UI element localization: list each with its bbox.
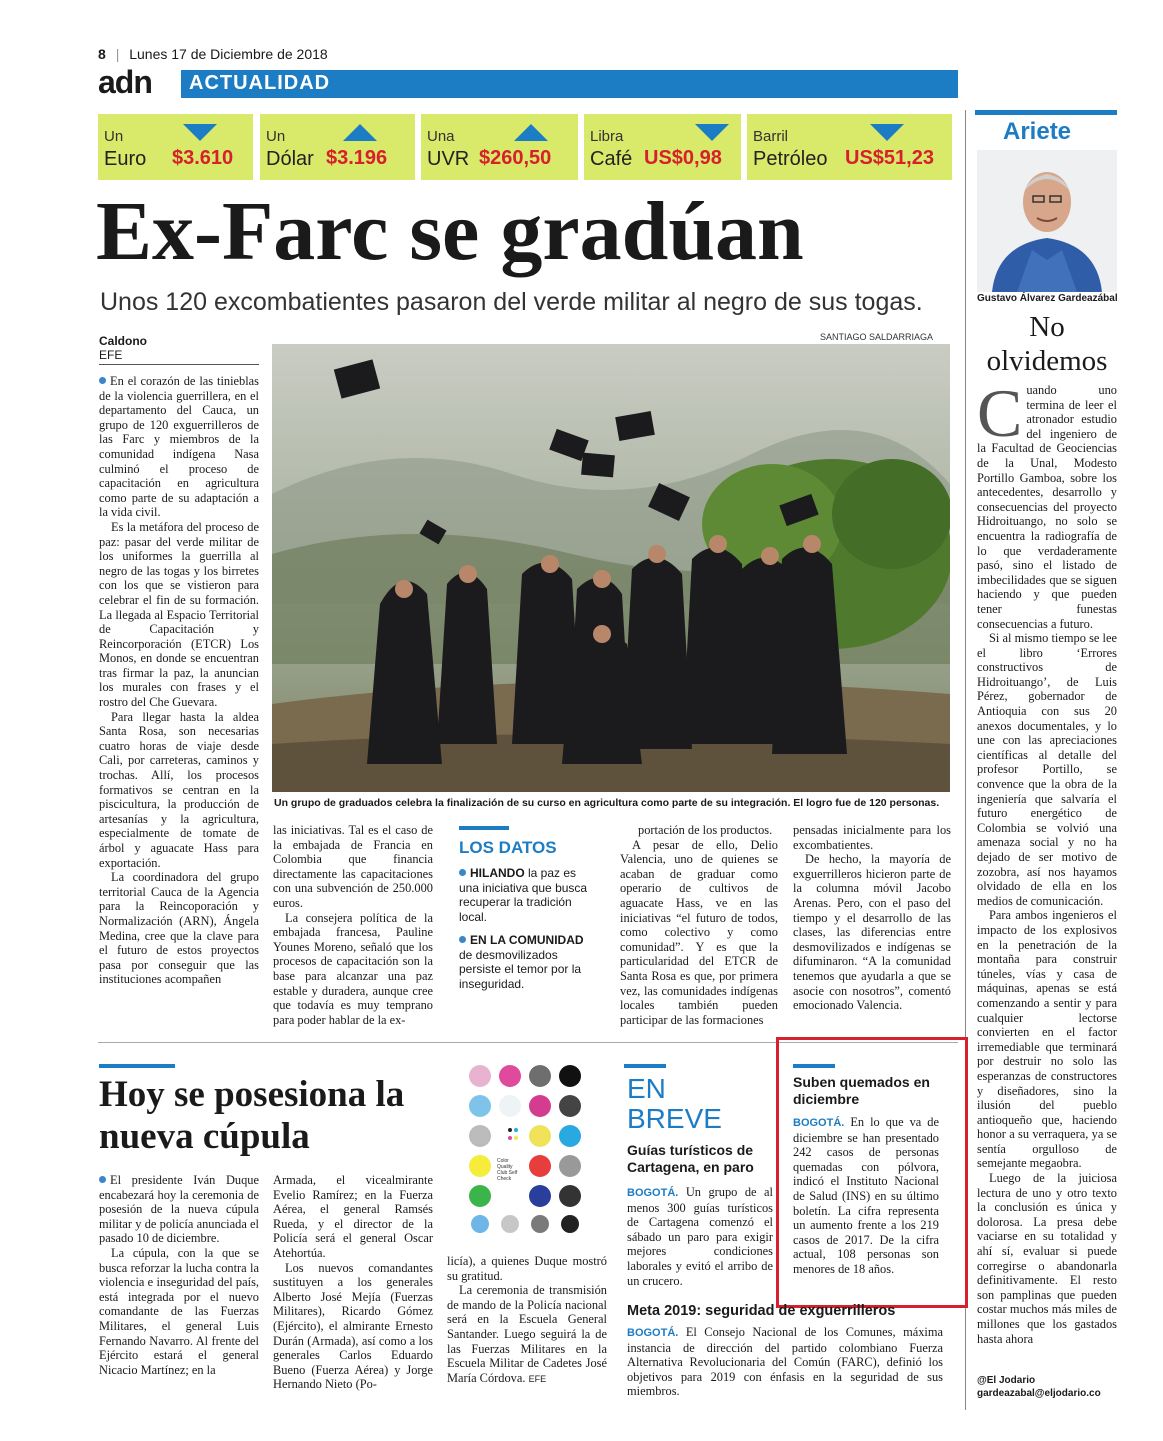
brand-logo: adn xyxy=(98,64,152,100)
indicator-dlar xyxy=(260,114,415,180)
cupula-headline: Hoy se posesiona la nueva cúpula xyxy=(99,1074,405,1157)
indicator-value: US$51,23 xyxy=(845,147,934,169)
main-col1-p3: Para llegar hasta la aldea Santa Rosa, son necesarias cuatro horas de viaje desde Cali, por carreteras, caminos y trochas. Allí, los procesos formativos se centran en la piscicultura, la producción de artesanías y la agricultura, especialmente de tomate de árbol y aguacate Hass para exportación. xyxy=(99,709,259,870)
cupula-col2-p1: Armada, el vicealmirante Evelio Ramírez; en la Fuerza Aérea, el general Ramsés Rueda, y el director de la Policía será el general Oscar Atehortúa. xyxy=(273,1173,433,1260)
box-body xyxy=(793,1115,939,1277)
box-place: BOGOTÁ. xyxy=(793,1117,845,1129)
datos-text-1: la paz es una iniciativa que busca recuperar la tradición local. xyxy=(459,866,588,924)
main-col1-p1: En el corazón de las tinieblas de la violencia guerrillera, en el departamento del Cauca, un grupo de 120 exguerrilleros de las Farc y miembros de la comunidad indígena Nasa culminó el proceso de capacitación en agricultura como parte de su adaptación a la vida civil. xyxy=(99,374,259,520)
column-title: No olvidemos xyxy=(986,311,1108,377)
main-col1-p4: La coordinadora del grupo territorial Cauca de la Agencia para la Reincoporación y Normalización (ARN), Ángela Medina, cree que la clave para el futuro de estos proyectos pasa por conseguir que las instituciones acompañen xyxy=(99,870,259,987)
main-col3-p2: A pesar de ello, Delio Valencia, uno de quienes se acaban de graduar como operario de cultivos de aguacate Hass, ve en las iniciativas “el futuro de todos, como colectivo y como comunidad”. Y es que la particularidad del ETCR de Santa Rosa es que, por primera vez, las comunidades indígenas locales también pueden participar de las formaciones xyxy=(620,837,778,1027)
author-photo xyxy=(977,150,1117,292)
main-subheadline: Unos 120 excombatientes pasaron del verde militar al negro de sus togas. xyxy=(100,288,923,316)
column-author: Gustavo Álvarez Gardeazábal xyxy=(977,293,1118,304)
main-col3-p1: portación de los productos. xyxy=(638,823,773,837)
datos-box xyxy=(459,866,597,1000)
column-body xyxy=(977,375,1117,1346)
page-header: 8 | Lunes 17 de Diciembre de 2018 xyxy=(98,46,328,62)
indicator-unit: Un xyxy=(266,128,286,145)
breve-title-line1: EN xyxy=(627,1073,666,1104)
indicator-caf xyxy=(584,114,741,180)
main-col1-p2: Es la metáfora del proceso de paz: pasar del verde militar de los uniformes la guerrilla al negro de las togas y los birretes con los que se vistieron para celebrar el fin de su formación. La llegada al Espacio Territorial de Capacitación y Reincorporación (ETCR) Los Monos, en donde se encuentran tras firmar la paz, la anuncian los murales con frases y el rostro del Che Guevara. xyxy=(99,519,259,710)
issue-date: Lunes 17 de Diciembre de 2018 xyxy=(129,46,328,62)
column-email: gardeazabal@eljodario.co xyxy=(977,1388,1101,1399)
column-p3: Para ambos ingenieros el impacto de los explosivos en la penetración de la montaña para construir túneles, vías y casa de máquinas, apenas se está comenzando a sentir y para cualquier lectorse convierten en el factor irremediable que terminará por destruir no solo las esperanzas de constructores y diseñadores, sino la ilusión del pueblo antioqueño que, haciendo honor a su verraquera, ya se sentía orgulloso de semejante megaobra. xyxy=(977,908,1117,1171)
main-col2-p2: La consejera política de la embajada francesa, Pauline Younes Moreno, señaló que los procesos de capacitación son la base para alcanzar una paz estable y duradera, aunque cree que todavía es muy temprano para poder hablar de la ex- xyxy=(273,910,433,1027)
main-article-col2 xyxy=(273,823,433,1027)
indicator-petrleo xyxy=(747,114,952,180)
datos-lead-2: EN LA COMUNIDAD xyxy=(470,933,584,947)
breve-item1-text: Un grupo de al menos 300 guías turísticos de Cartagena comenzó el sábado un paro para exigir mejores condiciones laborales y evitó el arribo de un crucero. xyxy=(627,1185,773,1288)
cupula-col2-p2: Los nuevos comandantes sustituyen a los generales Alberto José Mejía (Fuerzas Militares), Ricardo Gómez (Ejército), el almirante Ernesto Durán (Armada), así como a los generales Carlos Eduardo Bueno (Fuerza Aérea) y Jorge Hernando Nieto (Po- xyxy=(273,1260,433,1392)
main-col4-p1: pensadas inicialmente para los excombatientes. xyxy=(793,823,951,852)
bullet-dot-icon xyxy=(99,1176,106,1183)
breve-title xyxy=(627,1074,722,1134)
indicator-unit: Un xyxy=(104,128,124,145)
column-p2: Si al mismo tiempo se lee el libro ‘Errores constructivos de Hidroituango’, de Luis Pérez, gobernador de Antioquia con sus 20 anexos documentales, y lo une con las apreciaciones científicas al detalle del profesor Portillo, se convence que la obra de la ingeniería que salvaría el futuro energético de Colombia se volvió una amenaza social y no ha dejado de ser motivo de zozobra, así nos hayamos olvidado de ella en los medios de comunicación. xyxy=(977,631,1117,908)
cupula-col1 xyxy=(99,1173,259,1377)
cupula-col3-p2: La ceremonia de transmisión de mando de la Policía nacional será en la Escuela General Santander. Luego seguirá la de las Fuerzas Militares en la Escuela Militar de Cadetes José María Córdova. xyxy=(447,1283,607,1385)
datos-text-2: de desmovilizados persiste el temor por la inseguridad. xyxy=(459,947,582,991)
indicator-name: Euro xyxy=(104,148,147,170)
graduation-photo xyxy=(272,344,950,792)
indicator-unit: Barril xyxy=(753,128,789,145)
photo-caption: Un grupo de graduados celebra la finalización de su curso en agricultura como parte de su integración. El logro fue de 120 personas. xyxy=(274,797,940,809)
cupula-col1-p1: El presidente Iván Duque encabezará hoy la ceremonia de posesión de la nueva cúpula militar y de policía anunciada el pasado 10 de diciembre. xyxy=(99,1173,259,1246)
box-text: En lo que va de diciembre se han presentado 242 casos de personas quemadas con pólvora, indicó el Instituto Nacional de Salud (INS) en su último boletín. La cifra representa un aumento frente a los 219 casos de 2017. De la cifra actual, 108 personas son menores de 18 años. xyxy=(793,1115,939,1276)
main-col2-p1: las iniciativas. Tal es el caso de la embajada de Francia en Colombia que financia directamente las capacitaciones con una subvención de 250.000 euros. xyxy=(273,823,433,910)
meta-text: El Consejo Nacional de los Comunes, máxima instancia de dirección del partido colombiano Fuerza Alternativa Revolucionaria del Común (FARC), definió los objetivos para 2019 con énfasis en la seguridad de sus miembros. xyxy=(627,1325,943,1399)
arrow-down-icon xyxy=(870,124,904,141)
main-article-col1 xyxy=(99,374,259,987)
breve-item1-title: Guías turísticos de Cartagena, en paro xyxy=(627,1142,754,1175)
arrow-down-icon xyxy=(695,124,729,141)
main-headline: Ex-Farc se gradúan xyxy=(96,185,804,278)
datos-title: LOS DATOS xyxy=(459,838,557,857)
indicator-value: US$0,98 xyxy=(644,147,722,169)
cupula-col3-p1: licía), a quienes Duque mostró su gratitud. xyxy=(447,1254,607,1283)
meta-title: Meta 2019: seguridad de exguerrilleros xyxy=(627,1303,896,1319)
bullet-dot-icon xyxy=(99,377,106,384)
indicator-name: Café xyxy=(590,148,633,170)
bullet-dot-icon xyxy=(459,936,466,943)
column-lead: uando uno termina de leer el atronador estudio del ingeniero de la Facultad de Geociencias de la Unal, Modesto Portillo Gamboa, sobre los antecedentes, desarrollo y consecuencias del proyecto Hidroituango, no solo se encuentra la radiografía de lo que verdaderamente pasó, sino el listado de imbecilidades que se siguen haciendo y que pueden tener funestas consecuencias a futuro. xyxy=(977,383,1117,631)
cupula-col2 xyxy=(273,1173,433,1392)
breve-title-line2: BREVE xyxy=(627,1103,722,1134)
indicator-value: $260,50 xyxy=(479,147,552,169)
indicator-value: $3.610 xyxy=(172,147,234,169)
datos-lead-1: HILANDO xyxy=(470,866,525,880)
page-number: 8 xyxy=(98,46,106,62)
arrow-up-icon xyxy=(343,124,377,141)
indicator-euro xyxy=(98,114,253,180)
agency: EFE xyxy=(99,348,123,362)
main-article-col4 xyxy=(793,823,951,1013)
indicator-name: Petróleo xyxy=(753,148,828,170)
cupula-col3 xyxy=(447,1254,607,1386)
indicator-name: UVR xyxy=(427,148,470,170)
meta-body xyxy=(627,1325,943,1399)
arrow-down-icon xyxy=(183,124,217,141)
section-label-text: ACTUALIDAD xyxy=(189,72,331,94)
section-label xyxy=(181,70,958,98)
bullet-dot-icon xyxy=(459,869,466,876)
photo-credit: SANTIAGO SALDARRIAGA xyxy=(820,332,934,342)
column-handle: @El Jodario xyxy=(977,1375,1036,1386)
column-section: Ariete xyxy=(1003,118,1072,145)
color-check-label: Color Quality Club Self Check xyxy=(497,1158,518,1182)
main-col4-p2: De hecho, la mayoría de exguerrilleros hicieron parte de la columna móvil Jacobo Arenas. Pero, con el paso del tiempo y el desarrollo de las clases, las diferencias entre desmovilizados e indígenas se difuminaron. “A la comunidad tenemos que ayudarla a que se asocie con nosotros”, comentó emocionado Valencia. xyxy=(793,852,951,1013)
column-p4: Luego de la juiciosa lectura de uno y otro texto la conclusión es única y dolorosa. La presa debe vaciarse en su totalidad y ahí sí, evaluar si puede corregirse o abandonarla definitivamente. El resto son pamplinas que pueden costar muchos más miles de millones que los gastados hasta ahora xyxy=(977,1171,1117,1346)
box-title: Suben quemados en diciembre xyxy=(793,1074,930,1107)
meta-place: BOGOTÁ. xyxy=(627,1327,679,1339)
indicator-unit: Una xyxy=(427,128,455,145)
indicator-value: $3.196 xyxy=(326,147,388,169)
indicator-uvr xyxy=(421,114,578,180)
cupula-agency: EFE xyxy=(528,1373,547,1384)
main-article-col3 xyxy=(620,823,778,1027)
color-check-bar xyxy=(466,1062,584,1234)
arrow-up-icon xyxy=(514,124,548,141)
breve-item1 xyxy=(627,1185,773,1288)
column-dropcap: C xyxy=(977,375,1023,451)
dateline: Caldono xyxy=(99,334,147,348)
indicator-name: Dólar xyxy=(266,148,314,170)
indicator-unit: Libra xyxy=(590,128,624,145)
cupula-col1-p2: La cúpula, con la que se busca reforzar la lucha contra la violencia e inseguridad del país, está integrada por el nuevo comandante de las Fuerzas Militares, el general Luis Fernando Navarro. Al frente del Ejército estará el general Nicacio Martínez; en la xyxy=(99,1245,259,1377)
breve-item1-place: BOGOTÁ. xyxy=(627,1187,679,1199)
